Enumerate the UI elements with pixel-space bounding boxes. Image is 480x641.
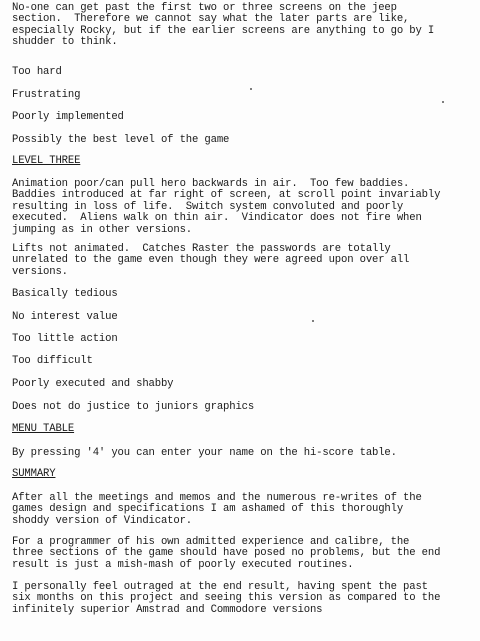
summary-paragraph-1: After all the meetings and memos and the numerous re-writes of the games design and specifications I am ashamed of this thoroughly shoddy version of Vindicator. xyxy=(12,492,422,527)
item-no-justice: Does not do justice to juniors graphics xyxy=(12,401,255,413)
scan-speck xyxy=(250,88,252,90)
item-poorly-executed: Poorly executed and shabby xyxy=(12,378,174,390)
item-best-level: Possibly the best level of the game xyxy=(12,134,230,146)
item-no-interest: No interest value xyxy=(12,311,118,323)
item-too-hard: Too hard xyxy=(12,66,62,78)
heading-menu-table: MENU TABLE xyxy=(12,423,75,435)
scan-speck xyxy=(442,101,444,103)
intro-paragraph: No-one can get past the first two or three screens on the jeep section. Therefore we cannot say what the later parts are like, especially Rocky, but if the earlier screens are anything to go by I shudder to think. xyxy=(12,2,435,49)
item-too-difficult: Too difficult xyxy=(12,355,93,367)
item-poorly-implemented: Poorly implemented xyxy=(12,111,124,123)
item-basically-tedious: Basically tedious xyxy=(12,288,118,300)
level-three-paragraph-1: Animation poor/can pull hero backwards in air. Too few baddies. Baddies introduced at far right of screen, at scroll point invariably resulting in loss of life. Switch system convoluted and poorly executed. Aliens walk on thin air. Vindicator does not fire when jumping as in other versions. xyxy=(12,178,441,236)
menu-table-paragraph: By pressing '4' you can enter your name on the hi-score table. xyxy=(12,447,397,459)
summary-paragraph-2: For a programmer of his own admitted experience and calibre, the three sections of the game should have posed no problems, but the end result is just a mish-mash of poorly executed routines. xyxy=(12,536,441,571)
summary-paragraph-3: I personally feel outraged at the end result, having spent the past six months on this project and seeing this version as compared to the infinitely superior Amstrad and Commodore versions xyxy=(12,581,441,616)
item-frustrating: Frustrating xyxy=(12,89,81,101)
level-three-paragraph-2: Lifts not animated. Catches Raster the passwords are totally unrelated to the game even though they were agreed upon over all versions. xyxy=(12,243,410,278)
scan-speck xyxy=(312,320,314,322)
item-too-little-action: Too little action xyxy=(12,333,118,345)
heading-summary: SUMMARY xyxy=(12,468,56,480)
heading-level-three: LEVEL THREE xyxy=(12,155,81,167)
